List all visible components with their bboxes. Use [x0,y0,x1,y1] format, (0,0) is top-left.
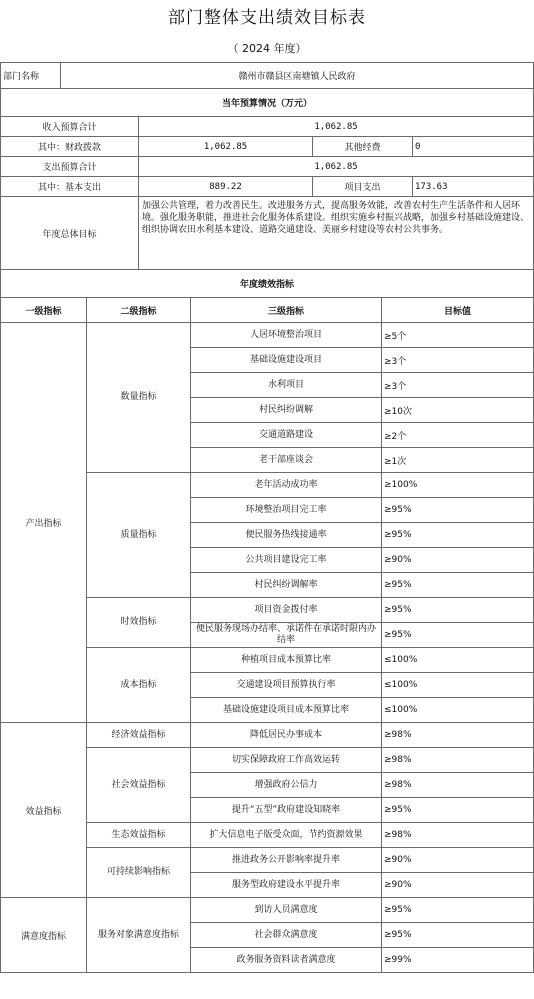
level3-cell: 基础设施建设项目成本预算比率 [191,698,382,723]
project-label: 项目支出 [313,177,413,197]
level3-cell: 人居环境整治项目 [191,323,382,348]
level1-cell: 满意度指标 [1,898,87,973]
perf-heading: 年度绩效指标 [1,270,534,298]
level3-cell: 环境整治项目完工率 [191,498,382,523]
target-cell: ≥10次 [382,398,534,423]
expense-row [1,157,534,177]
level3-cell: 项目资金拨付率 [191,598,382,623]
other-value: 0 [413,137,534,157]
other-label: 其他经费 [313,137,413,157]
perf-header-row [1,298,534,323]
level2-cell: 生态效益指标 [87,823,191,848]
level3-cell: 政务服务资料读者满意度 [191,948,382,973]
level3-cell: 扩大信息电子版受众面，节约资源效果 [191,823,382,848]
income-row [1,117,534,137]
target-cell: ≥95% [382,498,534,523]
target-cell: ≥90% [382,548,534,573]
target-cell: ≥90% [382,848,534,873]
level3-cell: 到访人员满意度 [191,898,382,923]
level3-cell: 老年活动成功率 [191,473,382,498]
target-cell: ≥95% [382,523,534,548]
income-value: 1,062.85 [139,117,534,137]
basic-label: 其中：基本支出 [1,177,139,197]
performance-table [0,62,534,973]
target-cell: ≥5个 [382,323,534,348]
target-cell: ≥98% [382,723,534,748]
target-cell: ≥98% [382,823,534,848]
target-cell: ≥90% [382,873,534,898]
level2-cell: 时效指标 [87,598,191,648]
level3-cell: 公共项目建设完工率 [191,548,382,573]
target-cell: ≥99% [382,948,534,973]
level2-cell: 成本指标 [87,648,191,723]
level3-cell: 老干部座谈会 [191,448,382,473]
level3-cell: 村民纠纷调解 [191,398,382,423]
budget-heading-row [1,89,534,117]
target-cell: ≥98% [382,748,534,773]
goal-label: 年度总体目标 [1,197,139,270]
basic-row [1,177,534,197]
level2-cell: 可持续影响指标 [87,848,191,898]
project-value: 173.63 [413,177,534,197]
dept-row [1,63,534,89]
perf-heading-row [1,270,534,298]
level2-cell: 数量指标 [87,323,191,473]
goal-row [1,197,534,270]
level1-cell: 产出指标 [1,323,87,723]
level3-cell: 增强政府公信力 [191,773,382,798]
indicator-row [1,898,534,923]
level2-cell: 服务对象满意度指标 [87,898,191,973]
level3-cell: 切实保障政府工作高效运转 [191,748,382,773]
target-cell: ≥3个 [382,348,534,373]
col-level1: 一级指标 [1,298,87,323]
level3-cell: 水利项目 [191,373,382,398]
target-cell: ≤100% [382,673,534,698]
level3-cell: 服务型政府建设水平提升率 [191,873,382,898]
level3-cell: 种植项目成本预算比率 [191,648,382,673]
level2-cell: 经济效益指标 [87,723,191,748]
budget-heading: 当年预算情况（万元） [1,89,534,117]
expense-value: 1,062.85 [139,157,534,177]
level3-cell: 降低居民办事成本 [191,723,382,748]
target-cell: ≤100% [382,648,534,673]
target-cell: ≥3个 [382,373,534,398]
indicator-row [1,723,534,748]
level3-cell: 推进政务公开影响率提升率 [191,848,382,873]
level3-cell: 社会群众满意度 [191,923,382,948]
level3-cell: 便民服务现场办结率、承诺件在承诺时限内办结率 [191,623,382,648]
level3-cell: 交通建设项目预算执行率 [191,673,382,698]
dept-value: 赣州市赣县区南塘镇人民政府 [61,63,534,89]
target-cell: ≥95% [382,898,534,923]
level2-cell: 社会效益指标 [87,748,191,823]
level3-cell: 交通道路建设 [191,423,382,448]
level2-cell: 质量指标 [87,473,191,598]
dept-label: 部门名称 [1,63,61,89]
page-title: 部门整体支出绩效目标表 [168,8,366,28]
page-subtitle: （ 2024 年度） [227,42,307,55]
target-cell: ≥1次 [382,448,534,473]
goal-text: 加强公共管理，着力改善民生。改进服务方式，提高服务效能，改善农村生产生活条件和人居环境。强化服务职能，推进社会化服务体系建设。组织实施乡村振兴战略，加强乡村基础设施建设、组织协调农田水利基本建设、道路交通建设、美丽乡村建设等农村公共事务。 [139,197,534,270]
basic-value: 889.22 [139,177,313,197]
target-cell: ≤100% [382,698,534,723]
fiscal-value: 1,062.85 [139,137,313,157]
level3-cell: 提升“五型”政府建设知晓率 [191,798,382,823]
target-cell: ≥2个 [382,423,534,448]
col-level2: 二级指标 [87,298,191,323]
fiscal-label: 其中：财政拨款 [1,137,139,157]
col-target: 目标值 [382,298,534,323]
level1-cell: 效益指标 [1,723,87,898]
income-label: 收入预算合计 [1,117,139,137]
expense-label: 支出预算合计 [1,157,139,177]
target-cell: ≥95% [382,598,534,623]
level3-cell: 便民服务热线接通率 [191,523,382,548]
target-cell: ≥95% [382,923,534,948]
level3-cell: 基础设施建设项目 [191,348,382,373]
target-cell: ≥98% [382,773,534,798]
target-cell: ≥95% [382,798,534,823]
indicator-row [1,323,534,348]
target-cell: ≥95% [382,623,534,648]
col-level3: 三级指标 [191,298,382,323]
target-cell: ≥95% [382,573,534,598]
level3-cell: 村民纠纷调解率 [191,573,382,598]
fiscal-row [1,137,534,157]
target-cell: ≥100% [382,473,534,498]
